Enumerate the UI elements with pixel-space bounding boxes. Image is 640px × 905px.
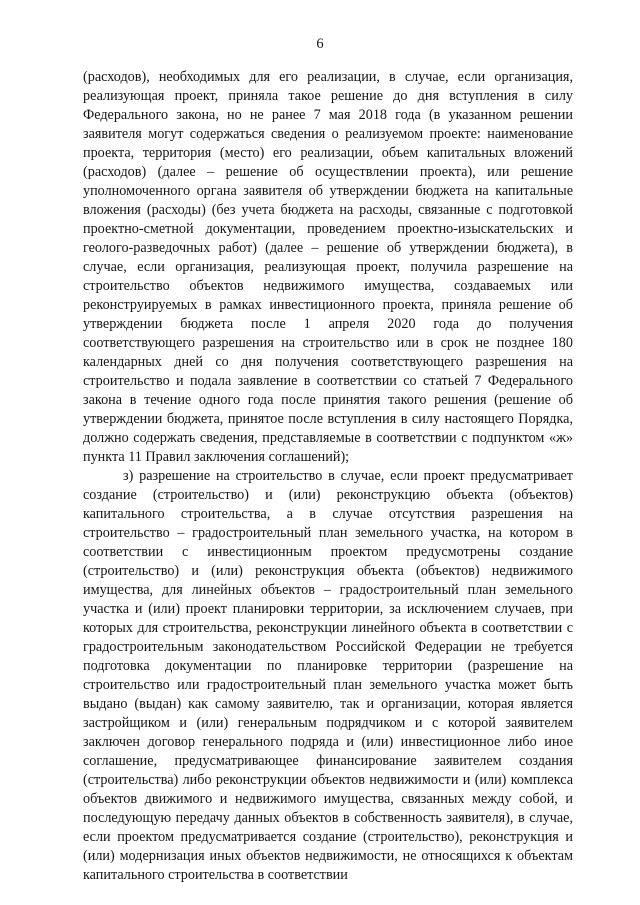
paragraph-item-z: з) разрешение на строительство в случае, если проект предусматривает создание (строительство) и (или) реконструкцию объекта (объектов) капитального строительства, а в случае отсутствия разрешения на строительство – градостроительный план земельного участка, на котором в соответствии с инвестиционным проектом предусмотрены создание (строительство) и (или) реконструкция объекта (объектов) недвижимого имущества, для линейных объектов – градостроительный план земельного участка и (или) проект планировки территории, за исключением случаев, при которых для строительства, реконструкции линейного объекта в соответствии с градостроительным законодательством Российской Федерации не требуется подготовка документации по планировке территории (разрешение на строительство или градостроительный план земельного участка может быть выдано (выдан) как самому заявителю, так и организации, которая является застройщиком и (или) генеральным подрядчиком и с которой заявителем заключен договор генерального подряда и (или) инвестиционное либо иное соглашение, предусматривающее финансирование заявителем создания (строительства) либо реконструкции объектов недвижимости и (или) комплекса объектов движимого и недвижимого имущества, связанных между собой, и последующую передачу данных объектов в собственность заявителя), в случае, если проектом предусматривается создание (строительство), реконструкция и (или) модернизация иных объектов недвижимости, не относящихся к объектам капитального строительства в соответствии bbox=[83, 468, 573, 883]
paragraph-continuation: (расходов), необходимых для его реализации, в случае, если организация, реализующая проект, приняла такое решение до дня вступления в силу Федерального закона, но не ранее 7 мая 2018 года (в указанном решении заявителя могут содержаться сведения о реализуемом проекте: наименование проекта, территория (место) его реализации, объем капитальных вложений (расходов) (далее – решение об осуществлении проекта), или решение уполномоченного органа заявителя об утверждении бюджета на капитальные вложения (расходы) (без учета бюджета на расходы, связанные с подготовкой проектно-сметной документации, проведением проектно-изыскательских и геолого-разведочных работ) (далее – решение об утверждении бюджета), в случае, если организация, реализующая проект, получила разрешение на строительство объектов недвижимого имущества, создаваемых или реконструируемых в рамках инвестиционного проекта, приняла решение об утверждении бюджета после 1 апреля 2020 года до получения соответствующего разрешения на строительство или в срок не позднее 180 календарных дней со дня получения соответствующего разрешения на строительство и подала заявление в соответствии со статьей 7 Федерального закона в течение одного года после принятия такого решения (решение об утверждении бюджета, принятое после вступления в силу настоящего Порядка, должно содержать сведения, представляемые в соответствии с подпунктом «ж» пункта 11 Правил заключения соглашений); bbox=[83, 69, 573, 465]
document-body bbox=[83, 68, 573, 885]
page-number: 6 bbox=[316, 36, 324, 52]
